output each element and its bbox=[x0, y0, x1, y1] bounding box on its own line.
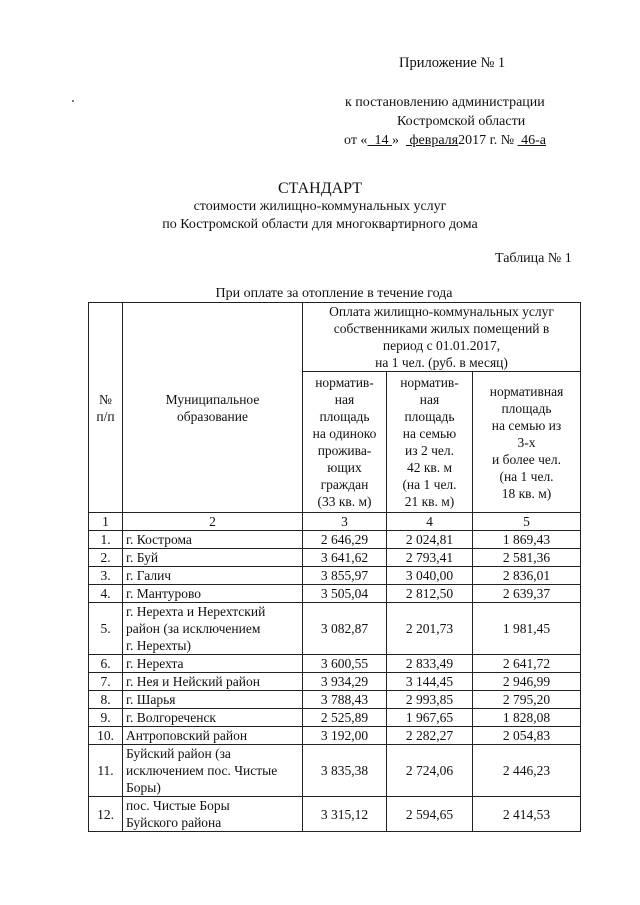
row-value-two: 2 201,73 bbox=[387, 603, 473, 655]
row-value-single: 3 788,43 bbox=[303, 691, 387, 709]
row-value-two: 2 724,06 bbox=[387, 745, 473, 797]
row-value-single: 2 646,29 bbox=[303, 531, 387, 549]
row-value-three: 1 869,43 bbox=[473, 531, 581, 549]
col-header-municipality: Муниципальное образование bbox=[123, 303, 303, 513]
row-number: 4. bbox=[89, 585, 123, 603]
row-value-single: 3 082,87 bbox=[303, 603, 387, 655]
row-value-two: 2 282,27 bbox=[387, 727, 473, 745]
row-value-three: 2 446,23 bbox=[473, 745, 581, 797]
row-value-two: 2 793,41 bbox=[387, 549, 473, 567]
appendix-label: Приложение № 1 bbox=[399, 55, 506, 71]
decree-line-2: Костромской области bbox=[397, 114, 526, 129]
row-value-three: 2 054,83 bbox=[473, 727, 581, 745]
table-row bbox=[89, 531, 581, 549]
decree-month bbox=[406, 133, 458, 148]
decree-day-value: 14 bbox=[374, 133, 389, 148]
col-header-no: № п/п bbox=[89, 303, 123, 513]
row-municipality: г. Шарья bbox=[123, 691, 303, 709]
table-row bbox=[89, 549, 581, 567]
decree-year: 2017 г. № bbox=[458, 133, 515, 148]
document-subtitle-2: по Костромской области для многоквартирного дома bbox=[162, 217, 478, 232]
table-row bbox=[89, 727, 581, 745]
row-value-three: 2 836,01 bbox=[473, 567, 581, 585]
row-number: 11. bbox=[89, 745, 123, 797]
row-value-two: 2 993,85 bbox=[387, 691, 473, 709]
row-value-three: 1 981,45 bbox=[473, 603, 581, 655]
row-value-three: 2 795,20 bbox=[473, 691, 581, 709]
row-value-single: 3 835,38 bbox=[303, 745, 387, 797]
document-title: СТАНДАРТ bbox=[277, 180, 363, 197]
index-cell: 5 bbox=[473, 513, 581, 531]
row-value-single: 3 641,62 bbox=[303, 549, 387, 567]
col-header-group: Оплата жилищно-коммунальных услуг собственниками жилых помещений в период с 01.01.2017, на 1 чел. (руб. в месяц) bbox=[303, 303, 581, 372]
row-municipality: г. Кострома bbox=[123, 531, 303, 549]
scan-speck bbox=[72, 100, 74, 102]
row-number: 12. bbox=[89, 797, 123, 832]
index-cell: 2 bbox=[123, 513, 303, 531]
table-row bbox=[89, 745, 581, 797]
row-number: 2. bbox=[89, 549, 123, 567]
row-value-three: 2 414,53 bbox=[473, 797, 581, 832]
table-row bbox=[89, 673, 581, 691]
row-number: 9. bbox=[89, 709, 123, 727]
row-value-three: 2 581,36 bbox=[473, 549, 581, 567]
table-row bbox=[89, 709, 581, 727]
row-value-two: 2 833,49 bbox=[387, 655, 473, 673]
row-value-two: 3 040,00 bbox=[387, 567, 473, 585]
row-value-single: 3 315,12 bbox=[303, 797, 387, 832]
row-value-single: 3 600,55 bbox=[303, 655, 387, 673]
table-row bbox=[89, 655, 581, 673]
row-value-single: 3 934,29 bbox=[303, 673, 387, 691]
row-number: 8. bbox=[89, 691, 123, 709]
row-number: 6. bbox=[89, 655, 123, 673]
index-cell: 4 bbox=[387, 513, 473, 531]
row-number: 5. bbox=[89, 603, 123, 655]
row-municipality: Антроповский район bbox=[123, 727, 303, 745]
header-row-1 bbox=[89, 303, 581, 372]
row-municipality: г. Нея и Нейский район bbox=[123, 673, 303, 691]
row-value-two: 1 967,65 bbox=[387, 709, 473, 727]
row-value-two: 2 594,65 bbox=[387, 797, 473, 832]
decree-month-value: февраля bbox=[409, 133, 459, 148]
col-header-three: нормативная площадь на семью из 3-х и более чел. (на 1 чел. 18 кв. м) bbox=[473, 372, 581, 513]
document-subtitle-1: стоимости жилищно-коммунальных услуг bbox=[193, 199, 447, 214]
decree-date-line bbox=[344, 133, 546, 149]
row-value-three: 2 641,72 bbox=[473, 655, 581, 673]
row-number: 7. bbox=[89, 673, 123, 691]
table-row bbox=[89, 603, 581, 655]
tariff-table bbox=[88, 302, 581, 832]
table-row bbox=[89, 691, 581, 709]
row-value-two: 3 144,45 bbox=[387, 673, 473, 691]
row-municipality: г. Мантурово bbox=[123, 585, 303, 603]
row-municipality: г. Нерехта и Нерехтский район (за исключением г. Нерехты) bbox=[123, 603, 303, 655]
table-row bbox=[89, 585, 581, 603]
row-value-three: 2 946,99 bbox=[473, 673, 581, 691]
decree-line-1: к постановлению администрации bbox=[345, 95, 545, 110]
row-value-three: 2 639,37 bbox=[473, 585, 581, 603]
col-header-two: норматив- ная площадь на семью из 2 чел. 42 кв. м (на 1 чел. 21 кв. м) bbox=[387, 372, 473, 513]
decree-day bbox=[367, 133, 392, 148]
table-number: Таблица № 1 bbox=[495, 251, 572, 266]
index-cell: 3 bbox=[303, 513, 387, 531]
decree-sep: » bbox=[391, 133, 399, 148]
decree-number bbox=[518, 133, 546, 148]
table-caption: При оплате за отопление в течение года bbox=[215, 286, 453, 301]
row-value-three: 1 828,08 bbox=[473, 709, 581, 727]
row-municipality: г. Волгореченск bbox=[123, 709, 303, 727]
index-row bbox=[89, 513, 581, 531]
row-municipality: Буйский район (за исключением пос. Чистые Боры) bbox=[123, 745, 303, 797]
row-value-single: 3 192,00 bbox=[303, 727, 387, 745]
row-municipality: г. Нерехта bbox=[123, 655, 303, 673]
row-value-two: 2 024,81 bbox=[387, 531, 473, 549]
table-row bbox=[89, 797, 581, 832]
row-number: 10. bbox=[89, 727, 123, 745]
row-number: 1. bbox=[89, 531, 123, 549]
row-municipality: г. Буй bbox=[123, 549, 303, 567]
row-value-two: 2 812,50 bbox=[387, 585, 473, 603]
row-value-single: 2 525,89 bbox=[303, 709, 387, 727]
row-value-single: 3 855,97 bbox=[303, 567, 387, 585]
row-municipality: пос. Чистые Боры Буйского района bbox=[123, 797, 303, 832]
index-cell: 1 bbox=[89, 513, 123, 531]
row-value-single: 3 505,04 bbox=[303, 585, 387, 603]
decree-number-value: 46-а bbox=[521, 133, 547, 148]
col-header-single: норматив- ная площадь на одиноко прожива- ющих граждан (33 кв. м) bbox=[303, 372, 387, 513]
table-row bbox=[89, 567, 581, 585]
row-municipality: г. Галич bbox=[123, 567, 303, 585]
row-number: 3. bbox=[89, 567, 123, 585]
decree-from: от « bbox=[344, 133, 368, 148]
